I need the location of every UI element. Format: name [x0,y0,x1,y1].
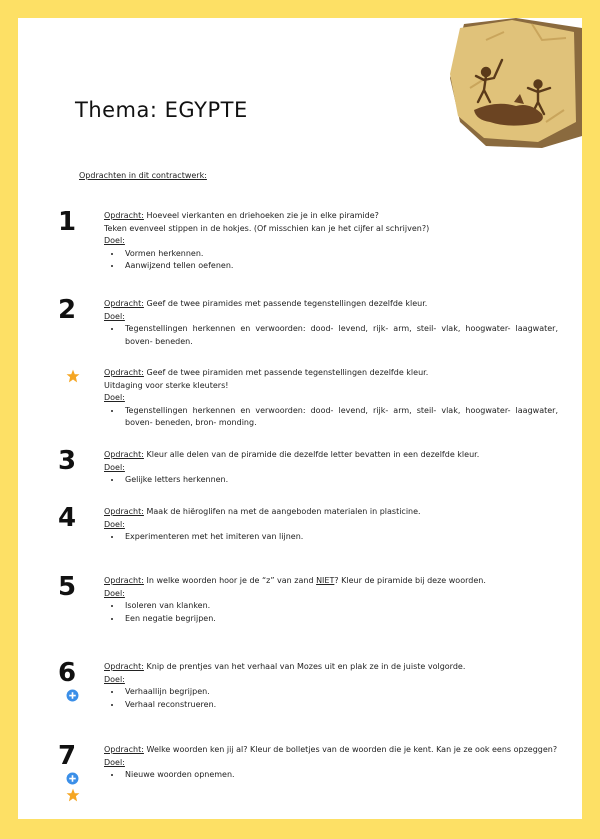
assignment-text: Kleur alle delen van de piramide die dezelfde letter bevatten in een dezelfde kleur. [146,450,480,459]
goal-item: • Isoleren van klanken. [122,600,558,613]
section-subtitle: Opdrachten in dit contractwerk: [79,171,207,180]
goal-label: Doel: [104,588,125,598]
goal-item: • Verhaallijn begrijpen. [122,686,558,699]
cave-drawing-stone-image [446,18,582,148]
goal-item: • Gelijke letters herkennen. [122,474,558,487]
task-number: 6 [58,658,77,688]
goal-item: • Experimenteren met het imiteren van lijnen. [122,531,558,544]
assignment-text-post: ? Kleur de piramide bij deze woorden. [334,576,486,585]
assignment-label: Opdracht: [104,745,144,754]
goal-list [104,531,558,544]
goal-item: • Nieuwe woorden opnemen. [122,769,558,782]
assignment-emphasis: NIET [316,576,335,585]
star-icon [66,788,80,802]
goal-list [104,474,558,487]
assignment-label: Opdracht: [104,299,144,308]
star-icon [66,369,80,383]
assignment-label: Opdracht: [104,211,144,220]
task-number: 5 [58,572,77,602]
goal-item: • Een negatie begrijpen. [122,613,558,626]
assignment-label: Opdracht: [104,368,144,377]
goal-list [104,769,558,782]
goal-label: Doel: [104,674,125,684]
goal-item: • Tegenstellingen herkennen en verwoorden: dood- levend, rijk- arm, steil- vlak, hoogwater- laagwater, boven- beneden, bron- monding. [122,405,558,430]
goal-label: Doel: [104,519,125,529]
assignment-text: Geef de twee piramides met passende tegenstellingen dezelfde kleur. [146,299,428,308]
assignment-extra: Uitdaging voor sterke kleuters! [104,380,229,390]
goal-list [104,323,558,348]
task-6 [58,658,558,711]
assignment-extra: Teken evenveel stippen in de hokjes. (Of misschien kan je het cijfer al schrijven?) [104,223,430,233]
plus-circle-icon [66,689,79,702]
task-number: 4 [58,503,77,533]
assignment-text: Welke woorden ken jij al? Kleur de bolletjes van de woorden die je kent. Kan je ze ook eens opzeggen? [146,745,558,754]
goal-item: • Vormen herkennen. [122,248,558,261]
assignment-label: Opdracht: [104,450,144,459]
task-number: 2 [58,295,77,325]
page-title: Thema: EGYPTE [75,98,248,122]
goal-item: • Aanwijzend tellen oefenen. [122,260,558,273]
plus-circle-icon [66,772,79,785]
task-5 [58,572,558,625]
task-number: 3 [58,446,77,476]
assignment-label: Opdracht: [104,507,144,516]
task-7 [58,741,558,782]
assignment-text: Hoeveel vierkanten en driehoeken zie je in elke piramide? [146,211,379,220]
assignment-label: Opdracht: [104,662,144,671]
goal-list [104,405,558,430]
goal-list [104,686,558,711]
goal-label: Doel: [104,462,125,472]
goal-list [104,600,558,625]
goal-label: Doel: [104,311,125,321]
goal-label: Doel: [104,757,125,767]
task-4 [58,503,558,544]
task-2-challenge [68,367,558,430]
goal-label: Doel: [104,393,125,402]
worksheet-page [18,18,582,819]
goal-list [104,248,558,273]
goal-item: • Tegenstellingen herkennen en verwoorden: dood- levend, rijk- arm, steil- vlak, hoogwater- laagwater, boven- beneden. [122,323,558,348]
assignment-text: Geef de twee piramiden met passende tegenstellingen dezelfde kleur. [146,368,429,377]
task-3 [58,446,558,487]
assignment-text: Knip de prentjes van het verhaal van Mozes uit en plak ze in de juiste volgorde. [146,662,466,671]
assignment-text: Maak de hiëroglifen na met de aangeboden materialen in plasticine. [146,507,421,516]
task-2 [58,295,558,348]
task-1 [58,207,558,273]
goal-item: • Verhaal reconstrueren. [122,699,558,712]
assignment-text-pre: In welke woorden hoor je de “z” van zand [146,576,317,585]
assignment-label: Opdracht: [104,576,144,585]
task-number: 7 [58,741,77,771]
task-number: 1 [58,207,77,237]
goal-label: Doel: [104,236,125,245]
